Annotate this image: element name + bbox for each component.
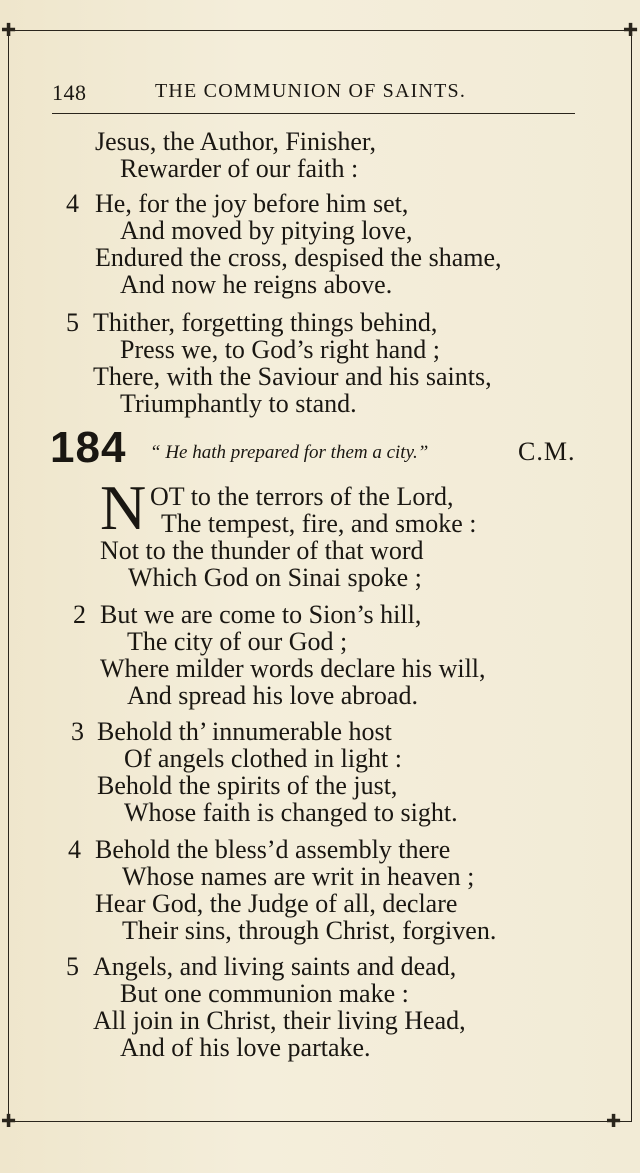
hymn-line: Whose names are writ in heaven ;	[122, 862, 475, 891]
hymn-line: And spread his love abroad.	[127, 681, 418, 710]
hymn-line: Behold th’ innumerable host	[97, 717, 392, 746]
verse-number: 4	[68, 835, 81, 864]
hymn-line: Not to the thunder of that word	[100, 536, 424, 565]
hymn-line: Behold the spirits of the just,	[97, 771, 398, 800]
hymn-line: But one communion make :	[120, 979, 409, 1008]
hymn-line: The city of our God ;	[127, 627, 348, 656]
header-rule	[52, 113, 575, 114]
bottom-border-rule	[8, 1121, 632, 1122]
hymn-line: All join in Christ, their living Head,	[93, 1006, 466, 1035]
verse-number: 2	[73, 600, 86, 629]
hymn-line: Hear God, the Judge of all, declare	[95, 889, 458, 918]
hymn-number: 184	[50, 423, 127, 472]
hymn-text-reference: “ He hath prepared for them a city.”	[150, 442, 429, 463]
hymn-meter: C.M.	[518, 437, 576, 466]
drop-cap: N	[100, 472, 147, 543]
corner-cross-icon: ✚	[623, 20, 639, 41]
hymn-line: And moved by pitying love,	[120, 216, 413, 245]
hymn-line: Rewarder of our faith :	[120, 154, 359, 183]
hymn-line: Their sins, through Christ, forgiven.	[122, 916, 497, 945]
corner-cross-icon: ✚	[1, 1111, 17, 1132]
hymn-line: And of his love partake.	[120, 1033, 371, 1062]
hymn-line: Of angels clothed in light :	[124, 744, 403, 773]
verse-number: 5	[66, 308, 79, 337]
hymn-line: Whose faith is changed to sight.	[124, 798, 458, 827]
verse-number: 5	[66, 952, 79, 981]
hymn-line: Behold the bless’d assembly there	[95, 835, 451, 864]
top-border-rule	[8, 30, 632, 31]
verse-number: 4	[66, 189, 79, 218]
hymn-line: The tempest, fire, and smoke :	[161, 509, 477, 538]
hymn-line: Thither, forgetting things behind,	[93, 308, 438, 337]
hymn-line: But we are come to Sion’s hill,	[100, 600, 422, 629]
hymn-line: He, for the joy before him set,	[95, 189, 409, 218]
hymn-line: Angels, and living saints and dead,	[93, 952, 457, 981]
verse-number: 3	[71, 717, 84, 746]
hymn-line: OT to the terrors of the Lord,	[150, 482, 454, 511]
hymn-line: Triumphantly to stand.	[120, 389, 357, 418]
hymn-line: Where milder words declare his will,	[100, 654, 486, 683]
left-border-rule	[8, 30, 9, 1121]
right-border-rule	[631, 30, 632, 1121]
running-head: THE COMMUNION OF SAINTS.	[155, 80, 467, 102]
hymn-line: There, with the Saviour and his saints,	[93, 362, 492, 391]
corner-cross-icon: ✚	[606, 1111, 622, 1132]
hymn-line: And now he reigns above.	[120, 270, 393, 299]
page-number: 148	[52, 80, 87, 105]
hymn-line: Press we, to God’s right hand ;	[120, 335, 440, 364]
page-header	[0, 80, 640, 110]
corner-cross-icon: ✚	[1, 20, 17, 41]
hymn-line: Jesus, the Author, Finisher,	[95, 127, 377, 156]
hymn-line: Endured the cross, despised the shame,	[95, 243, 502, 272]
hymn-line: Which God on Sinai spoke ;	[128, 563, 422, 592]
